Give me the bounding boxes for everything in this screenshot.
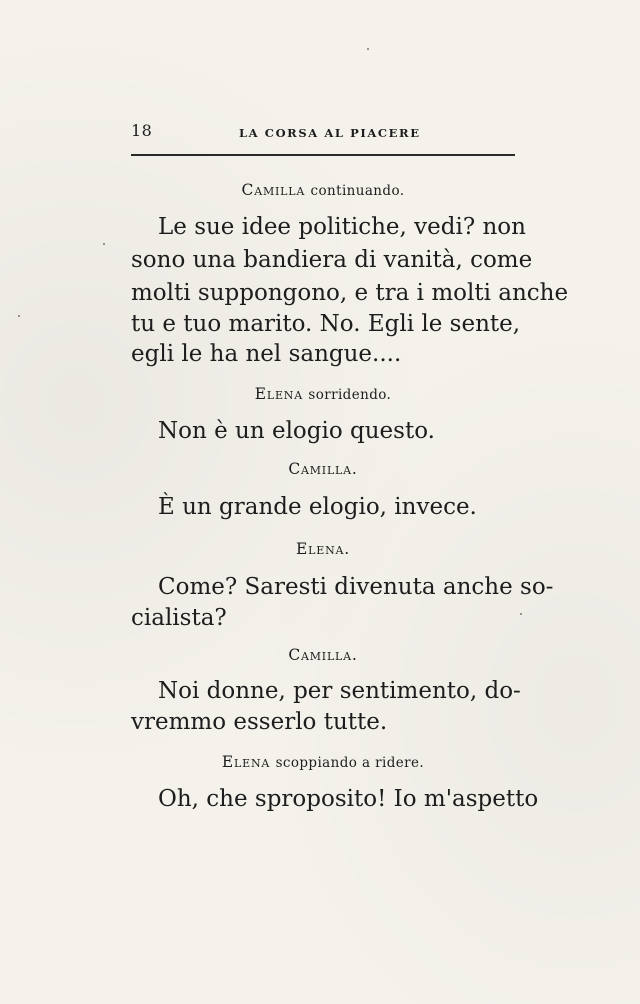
running-title: LA CORSA AL PIACERE [239, 126, 421, 140]
header-rule [131, 154, 515, 156]
stage-direction: scoppiando a ridere. [275, 755, 425, 771]
speaker-heading [131, 542, 515, 558]
page-number: 18 [131, 121, 153, 140]
speaker-name: Camilla. [288, 646, 358, 664]
stage-direction: sorridendo. [308, 387, 392, 403]
text-line: Noi donne, per sentimento, do- [158, 678, 521, 704]
speaker-heading [131, 755, 515, 771]
text-line: È un grande elogio, invece. [158, 494, 477, 520]
text-line: Oh, che sproposito! Io m'aspetto [158, 786, 539, 812]
speaker-name: Camilla. [288, 460, 358, 478]
speaker-name: Elena [221, 753, 271, 771]
text-line: sono una bandiera di vanità, come [131, 247, 533, 273]
speaker-name: Camilla [241, 181, 306, 199]
paper-speck [520, 613, 522, 615]
paper-speck [367, 48, 369, 50]
speaker-heading [131, 648, 515, 664]
speaker-heading [131, 183, 515, 199]
text-line: vremmo esserlo tutte. [131, 709, 388, 735]
stage-direction: continuando. [310, 183, 405, 199]
text-line: tu e tuo marito. No. Egli le sente, [131, 311, 521, 337]
speaker-name: Elena. [296, 540, 350, 558]
paper-speck [18, 315, 20, 317]
text-line: molti suppongono, e tra i molti anche [131, 280, 569, 306]
text-line: Non è un elogio questo. [158, 418, 435, 444]
speaker-name: Elena [254, 385, 303, 403]
speaker-heading [131, 387, 515, 403]
text-line: egli le ha nel sangue.... [131, 341, 402, 367]
text-line: cialista? [131, 605, 227, 631]
paper-speck [103, 243, 105, 245]
page-header [131, 118, 515, 148]
text-line: Come? Saresti divenuta anche so- [158, 574, 554, 600]
speaker-heading [131, 462, 515, 478]
text-line: Le sue idee politiche, vedi? non [158, 214, 526, 240]
